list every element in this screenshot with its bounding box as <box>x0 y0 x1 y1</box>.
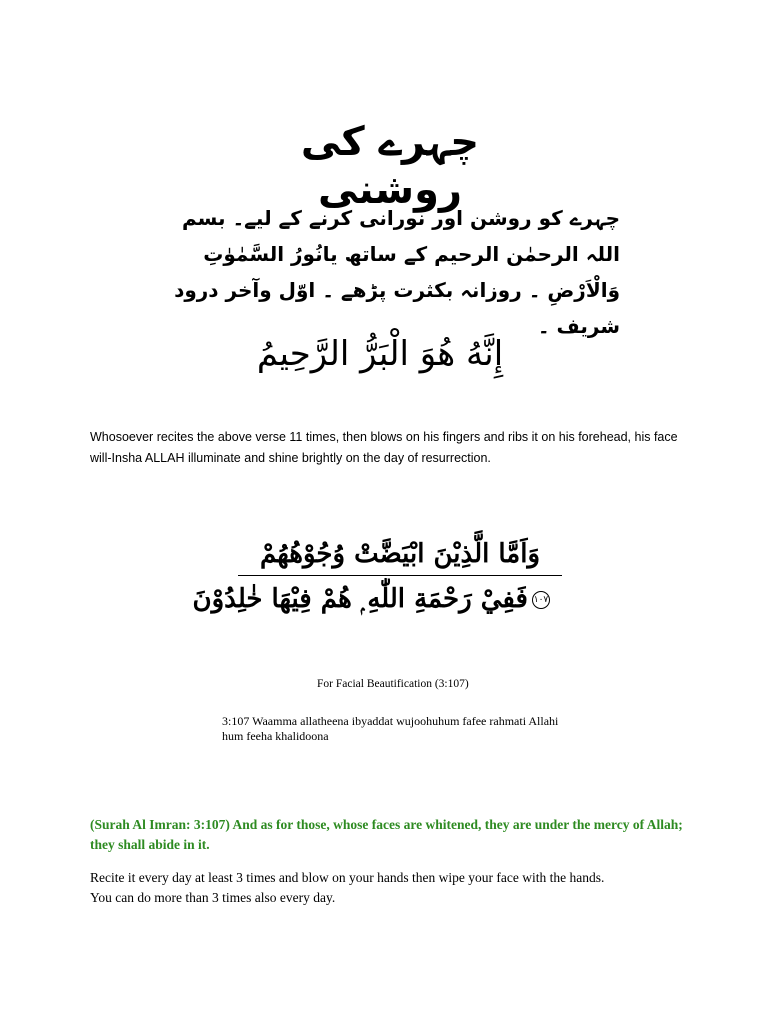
recitation-instruction <box>90 868 690 908</box>
transliteration-line-1: 3:107 Waamma allatheena ibyaddat wujoohuhum fafee rahmati Allahi <box>222 714 559 728</box>
verse-line-2-text: فَفِيْ رَحْمَةِ اللّٰهِ ۭ هُمْ فِيْهَا خٰلِدُوْنَ <box>192 584 528 614</box>
arabic-verse: إِنَّهُ هُوَ الْبَرُّ الرَّحِيمُ <box>256 334 504 374</box>
verse-line-2 <box>192 580 550 618</box>
transliteration-line-2: hum feeha khalidoona <box>222 729 329 743</box>
surah-translation: (Surah Al Imran: 3:107) And as for those, whose faces are whitened, they are under the mercy of Allah; they shall abide in it. <box>90 817 683 852</box>
instruction-line-2: You can do more than 3 times also every day. <box>90 890 336 905</box>
urdu-instruction-text: چہرے کو روشن اور نورانی کرنے کے لیے۔ بسم اللہ الرحمٰن الرحیم کے ساتھ یانُورُ السَّمٰوٰتِ وَالْاَرْضِ ۔ روزانہ بکثرت پڑھے ۔ اوّل وآخر درود شریف ۔ <box>174 206 620 338</box>
instruction-line-1: Recite it every day at least 3 times and blow on your hands then wipe your face with the hands. <box>90 870 605 885</box>
scanned-verse-block <box>192 535 550 618</box>
verse-number-marker: ١٠٧ <box>532 591 550 609</box>
verse-line-1: وَاَمَّا الَّذِيْنَ ابْيَضَّتْ وُجُوْهُهُمْ <box>259 539 541 569</box>
urdu-title: چہرے کی روشنی <box>300 119 480 213</box>
verse-caption: For Facial Beautification (3:107) <box>317 678 469 690</box>
transliteration <box>222 714 582 744</box>
verse-divider <box>238 575 562 576</box>
english-paragraph: Whosoever recites the above verse 11 times, then blows on his fingers and ribs it on his forehead, his face will-Insha ALLAH illuminate and shine brightly on the day of resurrection. <box>90 430 678 465</box>
